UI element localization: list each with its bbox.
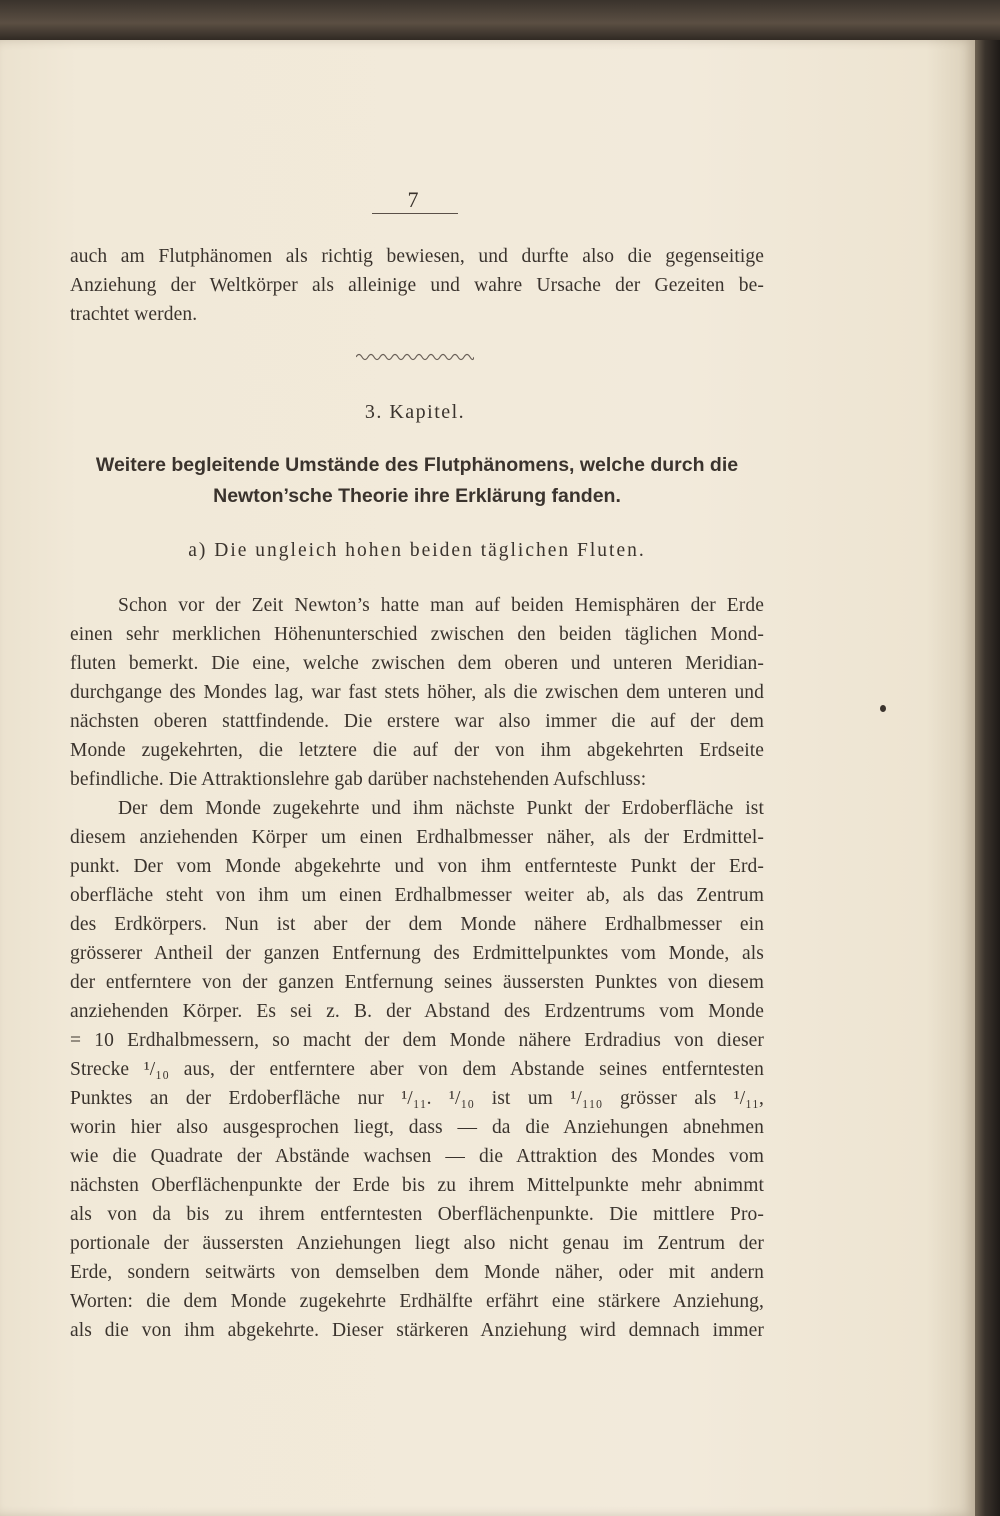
para2-line-6: grösserer Antheil der ganzen Entfernung des Erdmittelpunktes vom Monde, als	[70, 943, 764, 964]
para2-line-12: worin hier also ausgesprochen liegt, dass — da die Anziehungen abnehmen	[70, 1117, 764, 1138]
para1-line-3: fluten bemerkt. Die eine, welche zwischen dem oberen und unteren Meridian-	[70, 653, 764, 674]
section-divider-ornament	[356, 350, 474, 364]
para2-line-15: als von da bis zu ihrem entferntesten Oberflächenpunkte. Die mittlere Pro-	[70, 1204, 764, 1225]
chapter-heading-line-2: Newton’sche Theorie ihre Erklärung fanden.	[213, 485, 621, 507]
para2-line-5: des Erdkörpers. Nun ist aber der dem Monde nähere Erdhalbmesser ein	[70, 914, 764, 935]
chapter-heading-line-1: Weitere begleitende Umstände des Flutphänomens, welche durch die	[95, 454, 739, 476]
ink-speck	[880, 705, 886, 712]
para2-line-3: punkt. Der vom Monde abgekehrte und von ihm entfernteste Punkt der Erd-	[70, 856, 764, 877]
para2-line-1: Der dem Monde zugekehrte und ihm nächste Punkt der Erdoberfläche ist	[118, 798, 764, 819]
para1-line-2: einen sehr merklichen Höhenunterschied zwischen den beiden täglichen Mond-	[70, 624, 764, 645]
chapter-label: 3. Kapitel.	[364, 401, 466, 423]
book-spine-edge	[975, 40, 1000, 1516]
para1-line-7: befindliche. Die Attraktionslehre gab darüber nachstehenden Aufschluss:	[70, 769, 647, 790]
para2-line-14: nächsten Oberflächenpunkte der Erde bis zu ihrem Mittelpunkte mehr abnimmt	[70, 1175, 764, 1196]
para2-line-16: portionale der äussersten Anziehungen liegt also nicht genau im Zentrum der	[70, 1233, 764, 1254]
para2-line-9: = 10 Erdhalbmessern, so macht der dem Monde nähere Erdradius von dieser	[70, 1030, 764, 1051]
para2-line-18: Worten: die dem Monde zugekehrte Erdhälfte erfährt eine stärkere Anziehung,	[70, 1291, 764, 1312]
para2-line-10: Strecke ¹/₁₀ aus, der entferntere aber von dem Abstande seines entferntesten	[70, 1059, 764, 1080]
intro-line-2: Anziehung der Weltkörper als alleinige und wahre Ursache der Gezeiten be-	[70, 275, 764, 296]
page-number-rule	[372, 213, 458, 214]
para2-line-17: Erde, sondern seitwärts von demselben dem Monde näher, oder mit andern	[70, 1262, 764, 1283]
book-top-edge	[0, 0, 1000, 42]
para1-line-6: Monde zugekehrten, die letztere die auf der von ihm abgekehrten Erdseite	[70, 740, 764, 761]
para2-line-13: wie die Quadrate der Abstände wachsen — die Attraktion des Mondes vom	[70, 1146, 764, 1167]
para2-line-8: anziehenden Körper. Es sei z. B. der Abstand des Erdzentrums vom Monde	[70, 1001, 764, 1022]
para1-line-1: Schon vor der Zeit Newton’s hatte man auf beiden Hemisphären der Erde	[118, 595, 764, 616]
page-number: 7	[407, 187, 419, 212]
para2-line-4: oberfläche steht von ihm um einen Erdhalbmesser weiter ab, als das Zentrum	[70, 885, 764, 906]
para2-line-2: diesem anziehenden Körper um einen Erdhalbmesser näher, als der Erdmittel-	[70, 827, 764, 848]
intro-line-3: trachtet werden.	[70, 304, 198, 325]
para2-line-11: Punktes an der Erdoberfläche nur ¹/₁₁. ¹/₁₀ ist um ¹/₁₁₀ grösser als ¹/₁₁,	[70, 1088, 764, 1109]
para1-line-5: nächsten oberen stattfindende. Die erstere war also immer die auf der dem	[70, 711, 764, 732]
para2-line-19: als die von ihm abgekehrte. Dieser stärkeren Anziehung wird demnach immer	[70, 1320, 764, 1341]
section-subheading: a) Die ungleich hohen beiden täglichen Fluten.	[188, 540, 646, 561]
para2-line-7: der entferntere von der ganzen Entfernung seines äussersten Punktes von diesem	[70, 972, 764, 993]
intro-line-1: auch am Flutphänomen als richtig bewiesen, und durfte also die gegenseitige	[70, 246, 764, 267]
para1-line-4: durchgange des Mondes lag, war fast stets höher, als die zwischen dem unteren und	[70, 682, 764, 703]
